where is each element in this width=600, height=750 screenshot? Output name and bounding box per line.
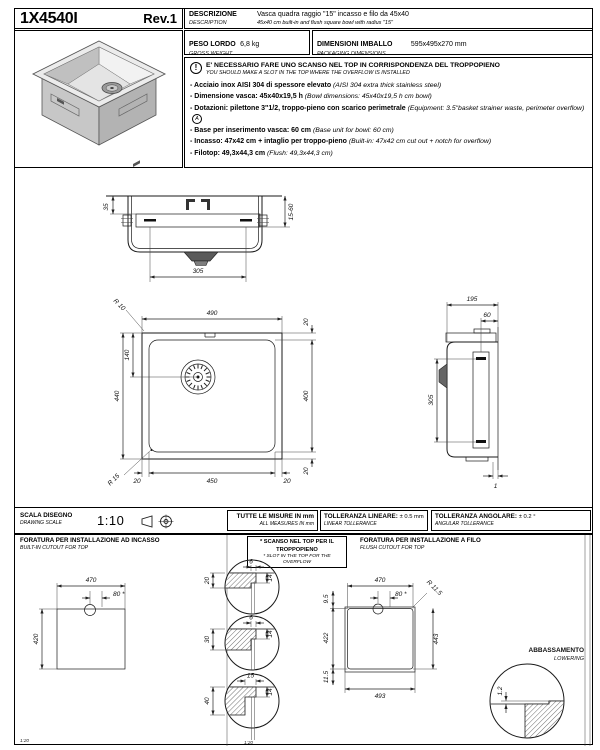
linear-tolerance-box <box>320 510 428 531</box>
feature-text-en: (Built-in: 47x42 cm cut out + notch for overflow) <box>348 138 492 146</box>
dim-420: 420 <box>33 633 40 645</box>
dim-305-side: 305 <box>428 394 435 406</box>
dim-80-flush: 80 * <box>395 591 407 598</box>
feature-text-en: (Flush: 49,3x44,3 cm) <box>267 149 333 157</box>
detail1-dim-depth: 20 <box>204 576 211 585</box>
dim-490: 490 <box>206 310 218 317</box>
angular-tolerance-box <box>431 510 591 531</box>
detail2-dim-depth: 30 <box>204 635 211 644</box>
feature-item <box>190 103 587 126</box>
feature-item <box>190 125 587 136</box>
dim-440: 440 <box>114 390 121 402</box>
weight-label-it: PESO LORDO <box>189 41 236 48</box>
feature-text-it: - Base per inserimento vasca: 60 cm <box>190 127 312 135</box>
radius-r10: R 10 <box>111 297 127 313</box>
cutout-section <box>14 534 593 745</box>
warning-text-it: E' NECESSARIO FARE UNO SCANSO NEL TOP IN CORRISPONDENZA DEL TROPPOPIENO <box>206 62 500 69</box>
dim-20: 20 <box>283 478 291 485</box>
projection-symbol-icon <box>139 514 177 529</box>
linear-tol-label: TOLLERANZA LINEARE: <box>324 513 398 520</box>
flush-title-en: FLUSH CUTOUT FOR TOP <box>360 545 425 551</box>
radius-r15: R 15 <box>106 472 122 488</box>
feature-text-en: (Equipment: 3.5"basket strainer waste, perimeter overflow) <box>407 104 585 112</box>
feature-text-en: (AISI 304 extra thick stainless steel) <box>333 82 442 89</box>
dim-140: 140 <box>124 349 131 361</box>
scale-row <box>14 507 593 534</box>
drain-side <box>439 364 447 388</box>
dim-35: 35 <box>103 203 110 211</box>
flush-cutout-drawing <box>323 577 443 700</box>
measures-it: TUTTE LE MISURE IN mm <box>236 513 314 520</box>
feature-item <box>190 80 587 91</box>
measures-en: ALL MEASURES IN mm <box>259 521 314 527</box>
feature-item <box>190 91 587 102</box>
feature-text-en: (Base unit for bowl: 60 cm) <box>312 127 394 135</box>
main-technical-drawing <box>14 170 594 507</box>
warning-text-en: YOU SHOULD MAKE A SLOT IN THE TOP WHERE THE OVERFLOW IS INSTALLED <box>206 70 410 76</box>
dim-195: 195 <box>466 296 478 303</box>
dim-493: 493 <box>374 693 386 700</box>
scale-note-builtin: 1:20 <box>20 738 29 743</box>
model-box <box>14 8 183 29</box>
feature-text-it: - Dotazioni: pilettone 3"1/2, troppo-pieno con scarico perimetrale <box>190 104 406 112</box>
scale-value: 1:10 <box>97 513 125 528</box>
slot-detail-1 <box>204 559 279 615</box>
weight-label-en: GROSS WEIGHT <box>189 51 233 57</box>
side-view <box>428 296 508 490</box>
revision-label: Rev.1 <box>143 11 177 26</box>
dim-80-builtin: 80 * <box>113 591 125 598</box>
builtin-cutout-drawing <box>20 577 125 743</box>
notes-box <box>184 57 593 168</box>
lowering-detail <box>490 647 585 740</box>
scale-label-en: DRAWING SCALE <box>20 520 62 526</box>
drain-cone <box>184 252 218 266</box>
detail3-dim-top: 15 <box>246 672 255 680</box>
dim-20: 20 <box>303 467 310 475</box>
detail3-dim-depth: 40 <box>204 697 211 705</box>
angular-tol-label: TOLLERANZA ANGOLARE: <box>435 513 517 520</box>
feature-text-it: - Incasso: 47x42 cm + intaglio per troppo-pieno <box>190 138 347 146</box>
dim-470-builtin: 470 <box>85 577 97 584</box>
packaging-value: 595x495x270 mm <box>410 41 467 48</box>
feature-text-en: (Bowl dimensions: 45x40x19,5 h cm bowl) <box>304 93 432 101</box>
feature-text-it: - Dimensione vasca: 45x40x19,5 h <box>190 93 303 101</box>
dim-20: 20 <box>133 478 141 485</box>
scale-label-it: SCALA DISEGNO <box>20 512 73 519</box>
measures-box <box>227 510 318 531</box>
dim-1-2: 1.2 <box>497 686 504 696</box>
lowering-title-en: LOWERING <box>554 656 584 662</box>
detail2-dim-side: 14 <box>267 630 274 638</box>
slot-title-it: * SCANSO NEL TOP PER IL TROPPOPIENO <box>260 539 334 553</box>
dim-20: 20 <box>303 318 310 326</box>
linear-tol-value: ± 0.5 mm <box>399 514 424 520</box>
drawing-scale-label <box>20 512 72 526</box>
overflow-notch-top <box>205 333 215 337</box>
weight-value: 6,8 kg <box>240 41 260 48</box>
dim-60: 60 <box>483 312 491 319</box>
dim-470-flush: 470 <box>374 577 386 584</box>
detail1-dim-side: 14 <box>267 574 274 582</box>
description-box <box>184 8 593 29</box>
feature-text-it: - Acciaio inox AISI 304 di spessore elevato <box>190 82 332 89</box>
dim-15-60: 15-60 <box>288 203 295 221</box>
feature-item <box>190 136 587 147</box>
angular-tol-en: ANGULAR TOLLERANCE <box>435 521 494 527</box>
slot-detail-2 <box>204 615 279 671</box>
detail3-dim-side: 14 <box>267 688 274 696</box>
feature-text-it: - Filotop: 49,3x44,3 cm <box>190 149 266 157</box>
detail2-dim-top: 6 <box>249 614 253 622</box>
dim-450: 450 <box>206 478 218 485</box>
sink-3d-image <box>15 31 182 167</box>
builtin-title-en: BUILT-IN CUTOUT FOR TOP <box>20 545 89 551</box>
packaging-box <box>312 30 593 55</box>
description-label-en: DESCRIPTION <box>189 20 227 26</box>
dim-443: 443 <box>433 633 440 645</box>
radius-r115: R 11.5 <box>424 578 444 598</box>
dim-1: 1 <box>493 483 498 490</box>
dim-422: 422 <box>323 632 330 644</box>
builtin-title-it: FORATURA PER INSTALLAZIONE AD INCASSO <box>20 537 160 544</box>
elevation-view <box>103 196 295 282</box>
reference-badge-a: A <box>192 114 202 124</box>
scale-note-scanso: 1:20 <box>244 740 253 745</box>
dim-11-5: 11.5 <box>323 670 330 684</box>
dim-400: 400 <box>303 390 310 402</box>
flush-title-it: FORATURA PER INSTALLAZIONE A FILO <box>360 537 481 544</box>
warning-icon: ! <box>190 62 202 74</box>
feature-item <box>190 148 587 159</box>
slot-title-en: * SLOT IN THE TOP FOR THE OVERFLOW <box>263 554 331 565</box>
description-value-it: Vasca quadra raggio "15" incasso e filo da 45x40 <box>257 11 409 18</box>
weight-box <box>184 30 310 55</box>
mounting-clip-icons <box>186 199 210 210</box>
description-value-en: 45x40 cm built-in and flush square bowl with radius "15" <box>257 20 393 26</box>
product-image-box <box>14 30 183 168</box>
plan-view <box>107 298 316 488</box>
slot-detail-3 <box>204 673 279 746</box>
model-number: 1X4540I <box>20 9 78 27</box>
angular-tol-value: ± 0.2 ° <box>518 514 536 520</box>
cutout-drawings <box>14 535 593 746</box>
detail1-dim-top: 6 <box>249 558 253 566</box>
linear-tol-en: LINEAR TOLLERANCE <box>324 521 377 527</box>
description-label-it: DESCRIZIONE <box>189 11 237 18</box>
packaging-label-en: PACKAGING DIMENSIONS <box>317 51 386 57</box>
packaging-label-it: DIMENSIONI IMBALLO <box>317 41 393 48</box>
dim-9-5: 9.5 <box>323 594 330 604</box>
dim-305-front: 305 <box>192 268 204 275</box>
lowering-title-it: ABBASSAMENTO <box>528 647 584 654</box>
